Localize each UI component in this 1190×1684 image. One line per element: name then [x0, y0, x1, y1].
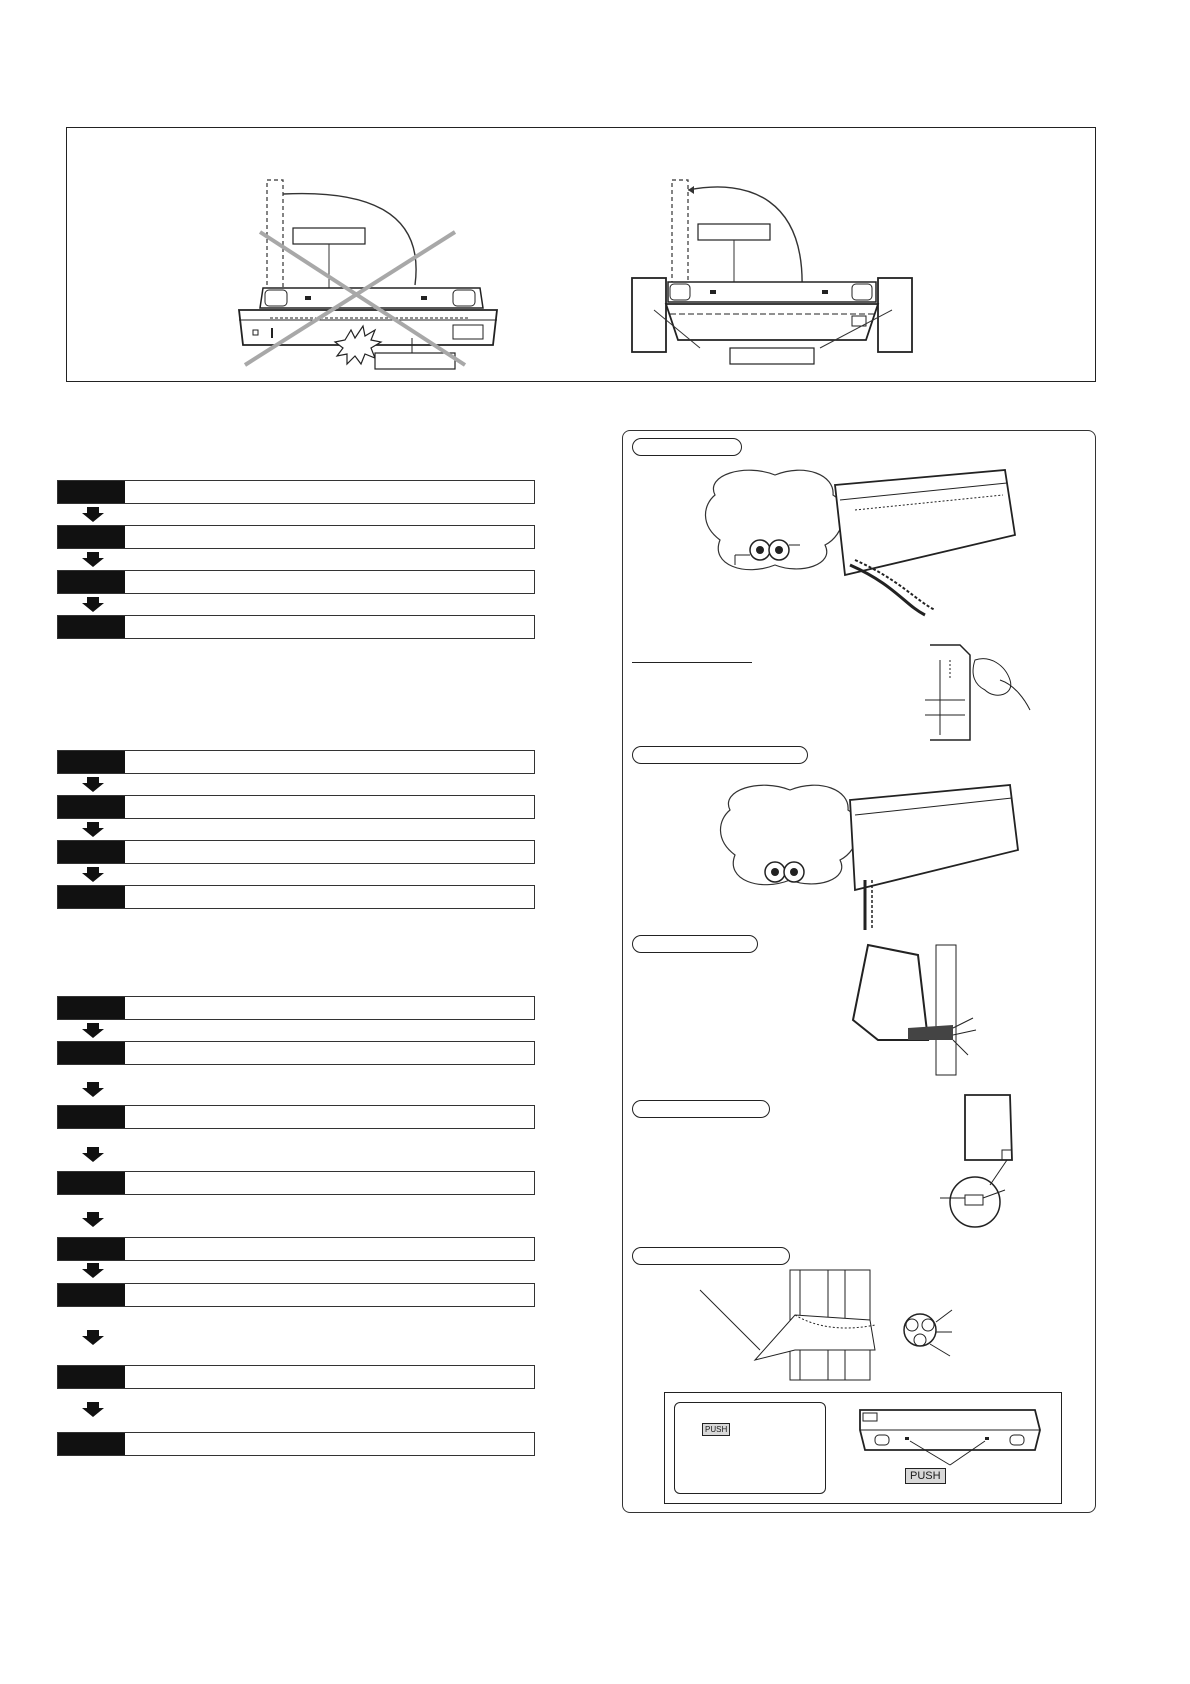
step-number: [58, 481, 125, 503]
down-arrow-icon: [82, 507, 104, 522]
step-row: [57, 615, 535, 639]
step-number: [58, 751, 125, 773]
step-number: [58, 1284, 125, 1306]
step-row: [57, 795, 535, 819]
hook-detail-illustration: [940, 1090, 1030, 1230]
unit-bottom-view-illustration: [855, 1405, 1045, 1470]
push-note-box: [674, 1402, 826, 1494]
down-arrow-icon: [82, 1212, 104, 1227]
left-side-piping-illustration: [720, 780, 1020, 930]
step-number: [58, 1172, 125, 1194]
step-row: [57, 1365, 535, 1389]
down-arrow-icon: [82, 1082, 104, 1097]
step-row: [57, 525, 535, 549]
step-row: [57, 1283, 535, 1307]
step-number: [58, 1366, 125, 1388]
step-number: [58, 997, 125, 1019]
step-row: [57, 570, 535, 594]
pill-label: [632, 1100, 770, 1118]
underline: [632, 662, 752, 663]
step-row: [57, 1171, 535, 1195]
down-arrow-icon: [82, 1263, 104, 1278]
hand-cutting-cover-illustration: [920, 640, 1040, 750]
down-arrow-icon: [82, 1147, 104, 1162]
step-row: [57, 480, 535, 504]
pill-label: [632, 746, 808, 764]
pipe-wrapping-illustration: [700, 1270, 960, 1385]
step-number: [58, 1042, 125, 1064]
push-badge-large: PUSH: [905, 1468, 946, 1484]
step-number: [58, 1106, 125, 1128]
down-arrow-icon: [82, 1023, 104, 1038]
down-arrow-icon: [82, 822, 104, 837]
wrong-placement-illustration: [225, 170, 515, 370]
pill-label: [632, 1247, 790, 1265]
step-number: [58, 526, 125, 548]
step-number: [58, 886, 125, 908]
step-number: [58, 571, 125, 593]
down-arrow-icon: [82, 597, 104, 612]
down-arrow-icon: [82, 867, 104, 882]
rear-piping-illustration: [705, 465, 1020, 625]
pill-label: [632, 438, 742, 456]
step-row: [57, 840, 535, 864]
correct-placement-illustration: [630, 170, 920, 370]
step-number: [58, 1433, 125, 1455]
step-number: [58, 1238, 125, 1260]
step-row: [57, 996, 535, 1020]
step-number: [58, 796, 125, 818]
step-row: [57, 885, 535, 909]
down-arrow-icon: [82, 777, 104, 792]
wall-hanging-side-illustration: [848, 940, 988, 1075]
down-arrow-icon: [82, 552, 104, 567]
placement-figure-frame: [66, 127, 1096, 382]
step-row: [57, 1105, 535, 1129]
step-number: [58, 841, 125, 863]
down-arrow-icon: [82, 1402, 104, 1417]
step-row: [57, 1041, 535, 1065]
step-row: [57, 750, 535, 774]
step-number: [58, 616, 125, 638]
pill-label: [632, 935, 758, 953]
step-row: [57, 1432, 535, 1456]
step-row: [57, 1237, 535, 1261]
down-arrow-icon: [82, 1330, 104, 1345]
push-badge-small: PUSH: [702, 1423, 730, 1436]
